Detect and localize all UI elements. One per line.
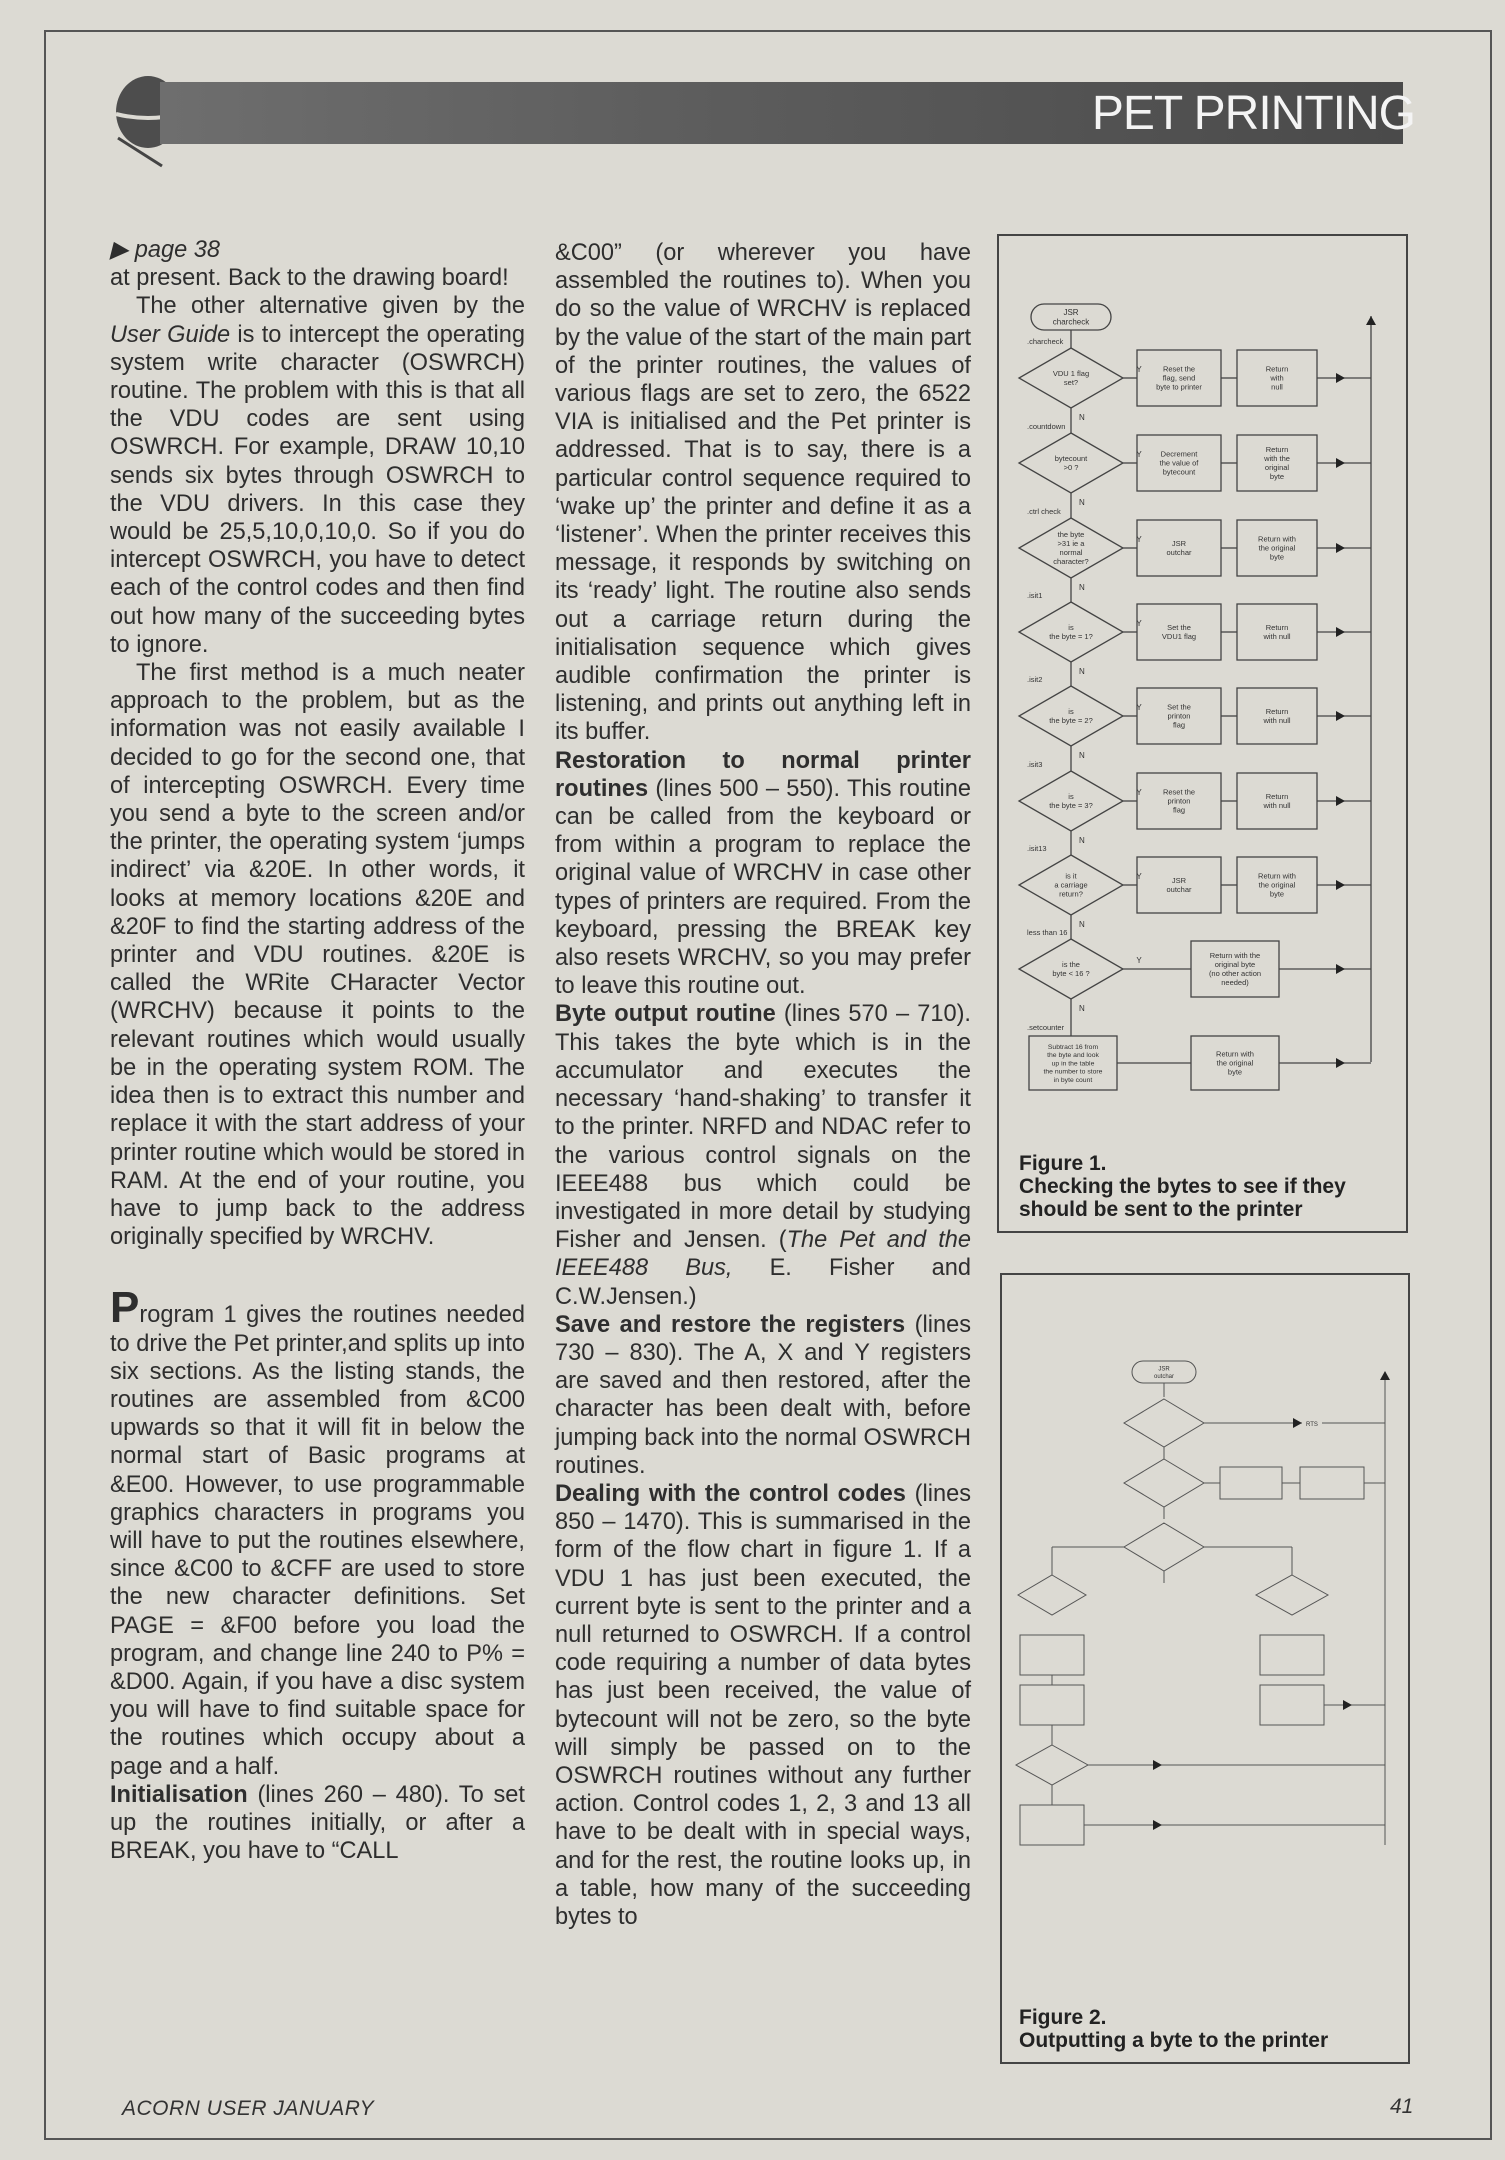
figure-1 (997, 234, 1408, 1233)
flowchart-arrowhead (1380, 1371, 1390, 1380)
section-heading: Initialisation (110, 1781, 248, 1808)
figure-1-caption (1019, 1152, 1399, 1221)
flowchart-decision (1256, 1575, 1328, 1615)
text-run: User Guide (110, 321, 231, 348)
flowchart-start-label: outchar (1153, 1373, 1175, 1380)
flowchart-return-label: Return with (1258, 534, 1296, 544)
flowchart-action-label: printon (1167, 796, 1191, 806)
flowchart-decision-label: is the (1062, 960, 1080, 970)
flowchart-decision-label: the byte = 3? (1049, 801, 1093, 811)
flowchart-return-label: Return (1265, 792, 1289, 802)
text-column-1 (110, 236, 525, 1865)
flowchart-action-label: JSR (1171, 876, 1187, 886)
flowchart-return-label: byte (1269, 889, 1285, 899)
flowchart-return-label: byte (1269, 552, 1285, 562)
flowchart-no-label: N (1079, 413, 1085, 422)
flowchart-return-label: with null (1263, 716, 1291, 726)
flowchart-arrowhead (1153, 1820, 1162, 1830)
flowchart-arrowhead (1336, 458, 1345, 468)
text-run: (lines 260 – 480). To set up the routines initially, or after a BREAK, you have to “CALL (110, 1781, 525, 1865)
flowchart-step-label: .isit1 (1027, 591, 1043, 600)
flowchart-step-label: .isit2 (1027, 675, 1043, 684)
text-run: The Pet and the IEEE488 Bus, (555, 1227, 971, 1282)
flowchart-arrowhead (1336, 796, 1345, 806)
flowchart-decision-label: return? (1059, 889, 1083, 899)
flowchart-no-label: N (1079, 751, 1085, 760)
flowchart-step-label: .isit3 (1027, 760, 1043, 769)
figure-2-caption-text: Outputting a byte to the printer (1019, 2029, 1329, 2052)
flowchart-yes-label: Y (1136, 619, 1142, 628)
flowchart-return-label: the original (1258, 543, 1296, 553)
flowchart-return-label: (no other action (1208, 969, 1262, 979)
flowchart-no-label: N (1079, 920, 1085, 929)
flowchart-return-label: needed) (1221, 978, 1249, 988)
flowchart-no-label: N (1079, 667, 1085, 676)
flowchart-action-label: Reset the (1162, 787, 1196, 797)
flowchart-action-label: the number to store (1043, 1068, 1103, 1076)
flowchart-action (1260, 1635, 1324, 1675)
paragraph (555, 1000, 971, 1310)
flowchart-step-label: .charcheck (1027, 337, 1064, 346)
flowchart-action-label: VDU1 flag (1161, 632, 1197, 642)
flowchart-no-label: N (1079, 498, 1085, 507)
flowchart-arrowhead (1336, 373, 1345, 383)
flowchart-action-label: bytecount (1162, 467, 1196, 477)
flowchart-decision (1016, 1745, 1088, 1785)
flowchart-return-label: Return (1265, 623, 1289, 633)
paragraph (110, 1283, 525, 1780)
flowchart-return-label: with null (1263, 632, 1291, 642)
flowchart-return-label: Return with the (1209, 951, 1261, 961)
flowchart-return-label: with the (1264, 454, 1290, 464)
figure-2 (1000, 1273, 1410, 2064)
flowchart-action-label: up in the table (1051, 1060, 1095, 1068)
flowchart-decision (1124, 1399, 1204, 1447)
text-run: E. Fisher and C.W.Jensen.) (555, 1255, 971, 1310)
flowchart-arrowhead (1336, 880, 1345, 890)
flowchart-yes-label: Y (1136, 788, 1142, 797)
figure-1-label: Figure 1. (1019, 1152, 1107, 1175)
flowchart-action (1020, 1685, 1084, 1725)
section-heading: Save and restore the registers (555, 1311, 906, 1338)
page-ref: page 38 (134, 237, 220, 263)
flowchart-return-label: Return (1265, 707, 1289, 717)
flowchart-decision-label: the byte = 1? (1049, 632, 1093, 642)
flowchart-action-label: flag (1172, 805, 1186, 815)
flowchart-yes-label: Y (1136, 956, 1142, 965)
flowchart-decision-label: the byte = 2? (1049, 716, 1093, 726)
flowchart-return-label: original (1264, 463, 1290, 473)
paragraph (110, 292, 525, 659)
flowchart-decision-label: is (1068, 792, 1074, 802)
text-run: rogram 1 gives the routines needed to drive the Pet printer,and splits up into six sections. As the listing stands, the routines are assembled from &C00 upwards so that it will fit in below the normal start of Basic programs at &E00. However, to use programmable graphics characters in programs you will have to put the routines elsewhere, since &C00 to &CFF are used to store the new character definitions. Set PAGE = &F00 before you load the program, and change line 240 to P% = &D00. Again, if you have a disc system you will have to find suitable space for the routines which occupy about a page and a half. (110, 1302, 525, 1780)
flowchart-return-label: original byte (1214, 960, 1256, 970)
figure-2-label: Figure 2. (1019, 2006, 1107, 2029)
flowchart-action (1300, 1467, 1364, 1499)
flowchart-action (1020, 1805, 1084, 1845)
flowchart-action-label: the value of (1159, 458, 1199, 468)
flowchart-action-label: Set the (1167, 702, 1191, 712)
flowchart-no-label: N (1079, 1004, 1085, 1013)
flowchart-start-label: JSR (1063, 308, 1079, 318)
section-heading: Dealing with the control codes (555, 1480, 906, 1507)
flowchart-decision-label: is it (1065, 871, 1077, 881)
flowchart-action-label: byte to printer (1156, 382, 1202, 392)
page-continuation: ▶ page 38 (110, 237, 220, 263)
flowchart-decision-label: normal (1059, 548, 1083, 558)
flowchart-decision-label: byte < 16 ? (1052, 969, 1090, 979)
footer-publication: ACORN USER JANUARY (122, 2097, 375, 2120)
paragraph: &C00” (or wherever you have assembled the routines to). When you do so the value of WRCHV is replaced by the value of the start of the main part of the printer routines, the values of various flags are set to zero, the 6522 VIA is initialised and the Pet printer is addressed. That is to say, there is a particular control sequence required to ‘wake up’ the printer and define it as a ‘listener’. When the printer receives this message, it responds by switching on its ‘ready’ light. The routine also sends out a carriage return during the initialisation sequence which gives audible confirmation the printer is listening, and prints out anything left in its buffer. (555, 240, 971, 746)
flowchart-decision-label: bytecount (1054, 454, 1088, 464)
flowchart-action-label: Reset the (1162, 364, 1196, 374)
flowchart-yes-label: Y (1136, 535, 1142, 544)
paragraph (110, 1781, 525, 1866)
text-run: (lines 730 – 830). The A, X and Y registers are saved and then restored, after the character has been dealt with, before jumping back into the normal OSWRCH routines. (555, 1311, 971, 1479)
text-column-2 (555, 239, 971, 1931)
paragraph: at present. Back to the drawing board! (110, 265, 509, 292)
flowchart-decision-label: the byte (1057, 530, 1085, 540)
flowchart-action-label: flag (1172, 720, 1186, 730)
text-run: (lines 500 – 550). This routine can be called from the keyboard or from within a program to replace the original value of WRCHV in case other types of printers are required. From the keyboard, pressing the BREAK key also resets WRCHV, so you may prefer to leave this routine out. (555, 775, 971, 1000)
flowchart-decision (1018, 1575, 1086, 1615)
flowchart-no-label: N (1079, 836, 1085, 845)
flowchart-return-label: byte (1269, 472, 1285, 482)
flowchart-no-label: N (1079, 583, 1085, 592)
flowchart-step-label: .isit13 (1027, 844, 1047, 853)
flowchart-arrowhead (1336, 627, 1345, 637)
flowchart-action-label: outchar (1166, 885, 1192, 895)
section-heading: Restoration to normal printer routines (555, 747, 971, 802)
flowchart-action-label: JSR (1171, 539, 1187, 549)
flowchart-arrowhead (1336, 964, 1345, 974)
text-run: The other alternative given by the (136, 293, 525, 320)
flowchart-decision-label: >31 ie a (1057, 539, 1085, 549)
flowchart-arrowhead (1343, 1700, 1352, 1710)
paragraph (555, 1480, 971, 1931)
flowchart-arrowhead (1336, 543, 1345, 553)
flowchart-start-label: JSR (1158, 1366, 1170, 1373)
flowchart-arrowhead (1153, 1760, 1162, 1770)
flowchart-yes-label: Y (1136, 703, 1142, 712)
flowchart-action (1220, 1467, 1282, 1499)
flowchart-return-label: Return with (1216, 1049, 1254, 1059)
figure-2-flowchart (1002, 1275, 1408, 1975)
flowchart-decision-label: set? (1063, 378, 1079, 388)
paragraph (555, 1311, 971, 1480)
flowchart-decision-label: is (1068, 623, 1074, 633)
flowchart-decision-label: is (1068, 707, 1074, 717)
figure-2-caption (1019, 2006, 1399, 2052)
flowchart-return-label: null (1271, 382, 1283, 392)
flowchart-decision-label: VDU 1 flag (1052, 369, 1090, 379)
flowchart-decision-label: character? (1053, 557, 1089, 567)
section-heading: Byte output routine (555, 1001, 776, 1028)
text-run: (lines 850 – 1470). This is summarised in the form of the flow chart in figure 1. If a VDU 1 has just been executed, the current byte is sent to the printer and a null returned to OSWRCH. If a control code requiring a number of data bytes has just been received, the value of bytecount will not be zero, so the byte will simply be passed on to the OSWRCH routines without any further action. Control codes 1, 2, 3 and 13 all have to be dealt with in special ways, and for the rest, the routine looks up, in a table, how many of the succeeding bytes to (555, 1480, 971, 1930)
flowchart-arrowhead (1366, 316, 1376, 325)
flowchart-step-label: .countdown (1027, 422, 1066, 431)
paragraph: The first method is a much neater approach to the problem, but as the information was not easily available I decided to go for the second one, that of intercepting OSWRCH. Every time you send a byte to the screen and/or the printer, the operating system ‘jumps indirect’ via &20E. In other words, it looks at memory locations &20E and &20F to find the starting address of the printer and VDU routines. &20E is called the WRite CHaracter Vector (WRCHV) because it points to the relevant routines which would usually be in the operating system ROM. The idea then is to extract this number and replace it with the start address of your printer routine which would be stored in RAM. At the end of your routine, you have to jump back to the address originally specified by WRCHV. (110, 660, 525, 1251)
flowchart-action-label: Set the (1167, 623, 1191, 633)
flowchart-arrowhead (1336, 1058, 1345, 1068)
flowchart-action-label: outchar (1166, 548, 1192, 558)
flowchart-action-label: Decrement (1160, 449, 1198, 459)
flowchart-step-label: .ctrl check (1027, 507, 1061, 516)
flowchart-rts-label: RTS (1306, 1422, 1318, 1428)
flowchart-yes-label: Y (1136, 365, 1142, 374)
flowchart-action-label: flag, send (1162, 373, 1196, 383)
drop-cap: P (110, 1283, 140, 1333)
flowchart-return-label: the original (1216, 1058, 1254, 1068)
flowchart-return-label: Return (1265, 364, 1289, 374)
flowchart-return-label: Return with (1258, 871, 1296, 881)
flowchart-action-label: the byte and look (1047, 1052, 1099, 1060)
page-number: 41 (1390, 2095, 1414, 2118)
flowchart-yes-label: Y (1136, 450, 1142, 459)
flowchart-decision-label: a carriage (1054, 880, 1088, 890)
flowchart-action (1020, 1635, 1084, 1675)
flowchart-return-label: with null (1263, 801, 1291, 811)
figure-1-caption-text: Checking the bytes to see if they should be sent to the printer (1019, 1175, 1346, 1221)
text-run: (lines 570 – 710). This takes the byte which is in the accumulator and executes the necessary ‘hand-shaking’ to transfer it to the printer. NRFD and NDAC refer to the various control signals on the IEEE488 bus which could be investigated in more detail by studying Fisher and Jensen. ( (555, 1001, 971, 1254)
flowchart-decision (1124, 1523, 1204, 1571)
flowchart-start-label: charcheck (1052, 317, 1090, 327)
flowchart-yes-label: Y (1136, 872, 1142, 881)
flowchart-action-label: printon (1167, 711, 1191, 721)
flowchart-action-label: in byte count (1053, 1076, 1093, 1084)
figure-1-flowchart (999, 236, 1406, 1136)
flowchart-decision-label: >0 ? (1063, 463, 1079, 473)
flowchart-decision (1124, 1459, 1204, 1507)
flowchart-action (1260, 1685, 1324, 1725)
flowchart-return-label: Return (1265, 445, 1289, 455)
flowchart-arrowhead (1336, 711, 1345, 721)
flowchart-arrowhead (1293, 1418, 1302, 1428)
paragraph (555, 747, 971, 1001)
flowchart-step-label: less than 16 (1027, 928, 1068, 937)
flowchart-return-label: with (1270, 373, 1284, 383)
flowchart-step-label: .setcounter (1027, 1023, 1065, 1032)
page-title: PET PRINTING (1091, 87, 1415, 140)
flowchart-return-label: byte (1227, 1067, 1243, 1077)
flowchart-action-label: Subtract 16 from (1047, 1043, 1099, 1051)
flowchart-return-label: the original (1258, 880, 1296, 890)
text-run: is to intercept the operating system write character (OSWRCH) routine. The problem with this is that all the VDU codes are sent using OSWRCH. For example, DRAW 10,10 sends six bytes through OSWRCH to the VDU drivers. In this case they would be 25,5,10,0,10,0. So if you do intercept OSWRCH, you have to detect each of the control codes and then find out how many of the succeeding bytes to ignore. (110, 321, 525, 658)
